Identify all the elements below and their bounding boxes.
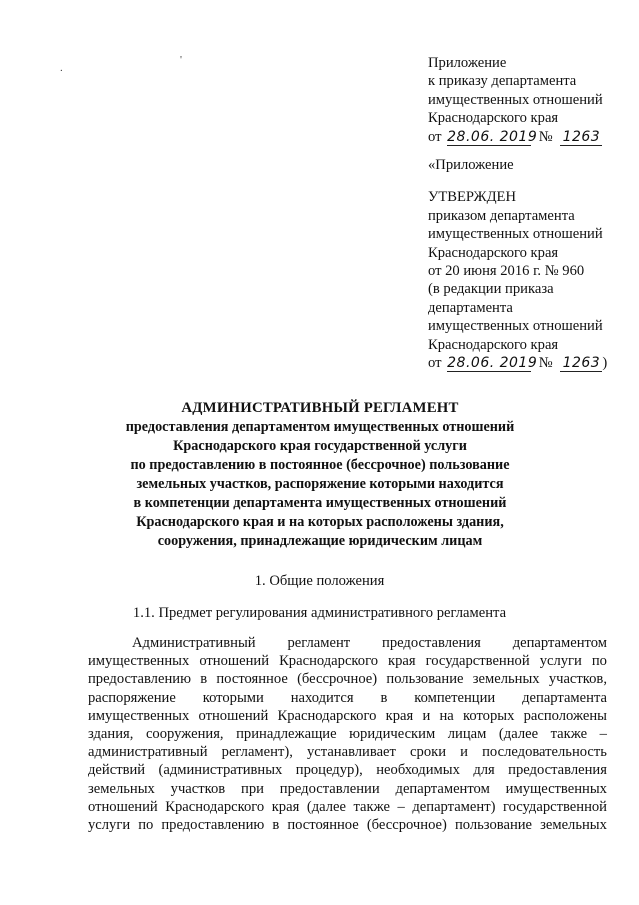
date-prefix: от xyxy=(428,128,442,145)
approval-line: имущественных отношений xyxy=(428,318,603,335)
approval-date-line xyxy=(428,354,607,372)
header-line: к приказу департамента xyxy=(428,73,577,90)
approval-line: департамента xyxy=(428,299,513,316)
document-title xyxy=(90,398,550,551)
approval-line: Краснодарского края xyxy=(428,244,559,261)
body-line: распоряжение которыми находится в компетенции департамента xyxy=(88,689,607,706)
approval-line: Краснодарского края xyxy=(428,336,559,353)
handwritten-number: 1263 xyxy=(560,130,602,146)
title-line: Краснодарского края и на которых расположены здания, xyxy=(136,514,504,530)
header-line: Краснодарского края xyxy=(428,110,559,127)
title-line: по предоставлению в постоянное (бессрочное) пользование xyxy=(130,457,510,473)
approval-line: (в редакции приказа xyxy=(428,281,554,298)
approval-line: приказом департамента xyxy=(428,207,575,224)
body-line: действий (административных процедур), необходимых для предоставления xyxy=(88,762,607,779)
handwritten-date: 28.06. 2019 xyxy=(447,355,538,372)
body-line: имущественных отношений Краснодарского края государственной услуги по xyxy=(88,653,607,670)
title-main: АДМИНИСТРАТИВНЫЙ РЕГЛАМЕНТ xyxy=(181,400,459,416)
body-line: здания, сооружения, принадлежащие юридическим лицам (далее также – xyxy=(88,725,607,742)
closing-paren: ) xyxy=(602,355,608,372)
title-line: в компетенции департамента имущественных отношений xyxy=(133,495,507,511)
body-line: отношений Краснодарского края (далее также – департамент) государственной xyxy=(88,798,607,815)
header-line: имущественных отношений xyxy=(428,91,603,108)
handwritten-number: 1263 xyxy=(560,356,602,372)
handwritten-date: 28.06. 2019 xyxy=(447,128,538,145)
section-subheading: 1.1. Предмет регулирования административного регламента xyxy=(132,605,507,621)
body-paragraph xyxy=(88,634,607,834)
scan-mark: ' xyxy=(180,54,182,66)
scan-mark: . xyxy=(60,62,63,74)
approval-line: имущественных отношений xyxy=(428,226,603,243)
header-date-line xyxy=(428,128,603,146)
body-line: земельных участков при предоставлении департаментом имущественных xyxy=(88,780,607,797)
section-heading: 1. Общие положения xyxy=(254,573,385,589)
approval-open: «Приложение xyxy=(428,157,514,173)
number-sign: № xyxy=(538,128,553,145)
date-prefix: от xyxy=(428,355,442,372)
body-line: предоставлению в постоянное (бессрочное) пользование земельных участков, xyxy=(88,671,607,688)
approved-label: УТВЕРЖДЕН xyxy=(428,189,516,206)
approval-line: от 20 июня 2016 г. № 960 xyxy=(428,263,585,280)
header-block xyxy=(428,54,603,146)
title-line: предоставления департаментом имущественных отношений xyxy=(125,419,515,435)
header-line: Приложение xyxy=(428,55,507,71)
body-line: услуги по предоставлению в постоянное (бессрочное) пользование земельных xyxy=(88,816,607,833)
body-line: имущественных отношений Краснодарского края и на которых расположены xyxy=(88,707,607,724)
body-line: Административный регламент предоставления департаментом xyxy=(132,635,607,651)
title-line: сооружения, принадлежащие юридическим лицам xyxy=(157,533,483,549)
number-sign: № xyxy=(538,355,553,372)
title-line: земельных участков, распоряжение которыми находится xyxy=(136,476,504,492)
spacer xyxy=(428,174,607,188)
body-line: административный регламент), устанавливает сроки и последовательность xyxy=(88,744,607,761)
title-line: Краснодарского края государственной услуги xyxy=(173,438,467,454)
approval-block xyxy=(428,156,607,372)
